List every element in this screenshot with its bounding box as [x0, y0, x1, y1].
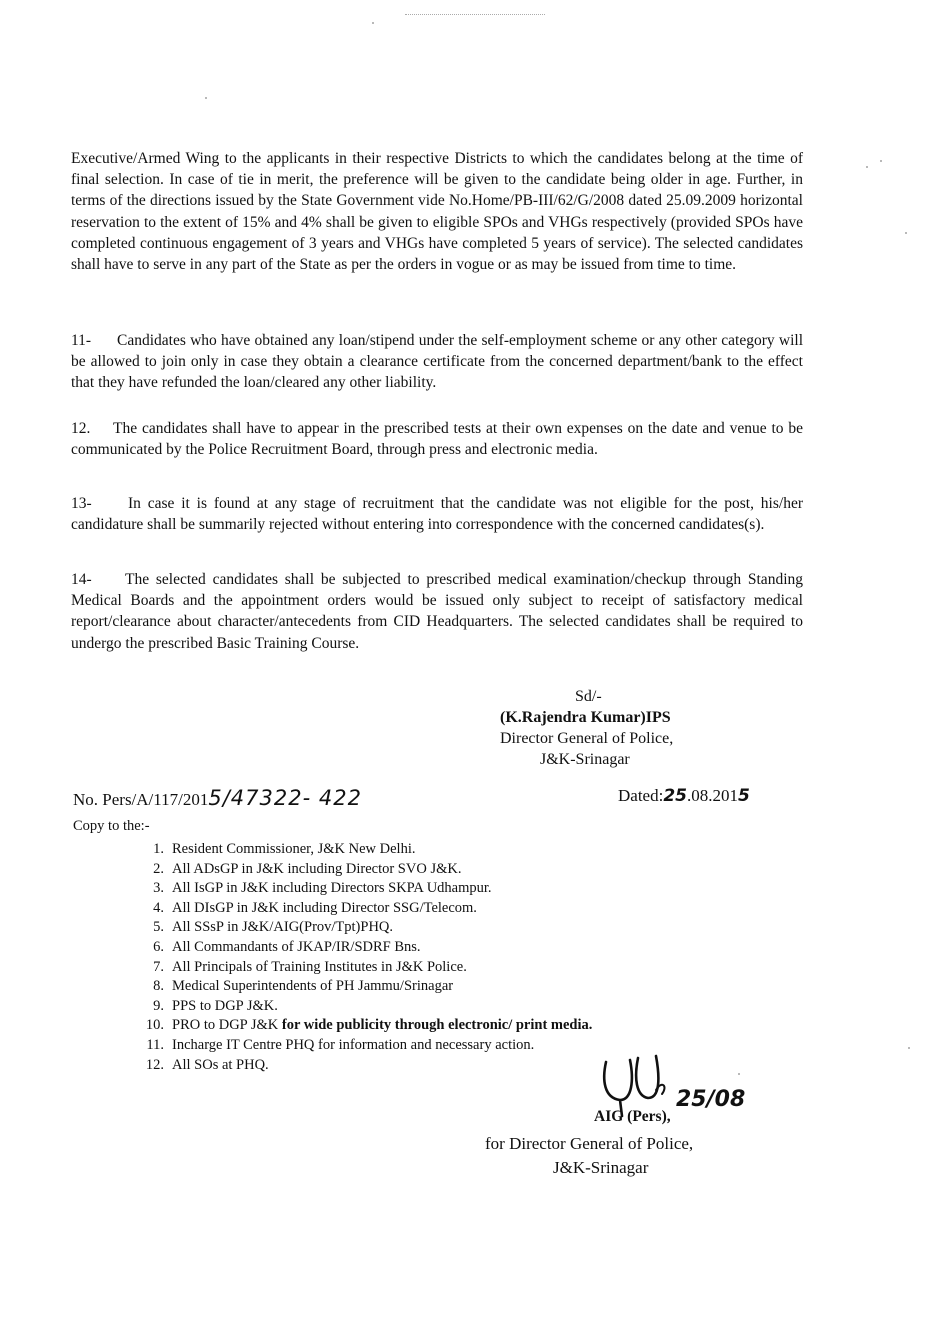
paragraph-text: The candidates shall have to appear in the prescribed tests at their own expenses on the date and venue to be communicated by the Police Recruitment Board, through press and electronic media. [71, 420, 803, 459]
copy-to-item [118, 1036, 592, 1056]
copy-to-item [118, 997, 592, 1017]
date-handwritten-year: 5 [738, 786, 750, 806]
copy-to-item-text: All Commandants of JKAP/IR/SDRF Bns. [172, 938, 421, 955]
copy-to-item [118, 899, 592, 919]
copy-to-item-number: 1. [153, 841, 164, 857]
reference-line [73, 780, 793, 812]
copy-to-item-number: 10. [145, 1017, 164, 1034]
paragraph-12 [71, 418, 803, 460]
paragraph-number: 12. [71, 420, 91, 437]
copy-to-item-text: All IsGP in J&K including Directors SKPA Udhampur. [172, 880, 492, 897]
copy-to-item [118, 918, 592, 938]
scan-speck [908, 1047, 910, 1049]
copy-to-item-text: Medical Superintendents of PH Jammu/Srinagar [172, 978, 454, 995]
paragraph-13 [71, 493, 803, 535]
copy-to-item [118, 879, 592, 899]
copy-to-item-number: 7. [153, 958, 164, 975]
reference-number [73, 786, 362, 810]
paragraph-text: Candidates who have obtained any loan/stipend under the self-employment scheme or any other category will be allowed to join only in case they obtain a clearance certificate from the concerned department/bank to the effect that they have refunded the loan/cleared any other liability. [71, 332, 803, 392]
copy-to-item-number: 11. [146, 1036, 164, 1053]
scan-speck [372, 22, 374, 24]
scan-speck [880, 160, 882, 162]
copy-to-item [118, 1056, 592, 1076]
signatory-name: (K.Rajendra Kumar)IPS [500, 709, 671, 726]
paragraph-text: In case it is found at any stage of recruitment that the candidate was not eligible for the post, his/her candidature shall be summarily rejected without entering into correspondence with the concerned candidates(s). [71, 495, 803, 534]
copy-to-item-text: Incharge IT Centre PHQ for information and necessary action. [172, 1036, 535, 1053]
copy-to-item-number: 6. [153, 938, 164, 955]
copy-to-item [118, 1016, 592, 1036]
paragraph-11 [71, 330, 803, 394]
paragraph-continuation [71, 148, 803, 275]
dgp-signature-block [500, 686, 673, 770]
scan-speck [905, 232, 907, 234]
copy-to-item-text: All DIsGP in J&K including Director SSG/Telecom. [172, 899, 477, 916]
copy-to-heading: Copy to the:- [73, 818, 150, 834]
copy-to-item-number: 8. [153, 978, 164, 995]
copy-to-item [118, 958, 592, 978]
scan-speck [866, 166, 868, 168]
date-prefix: Dated: [618, 786, 664, 805]
copy-to-list [118, 840, 592, 1075]
reference-number-prefix: No. Pers/A/117/201 [73, 790, 209, 809]
date-handwritten-day: 25 [663, 786, 687, 806]
scan-artifact [405, 14, 545, 17]
forwarding-location: J&K-Srinagar [553, 1158, 649, 1177]
paragraph-number: 13- [71, 495, 92, 512]
copy-to-item-text: All SOs at PHQ. [172, 1056, 269, 1073]
copy-to-item-number: 12. [145, 1056, 164, 1073]
paragraph-14 [71, 569, 803, 654]
copy-to-item-text: PRO to DGP J&K [172, 1017, 282, 1034]
copy-to-item [118, 860, 592, 880]
copy-to-item-number: 5. [153, 919, 164, 936]
signatory-designation: Director General of Police, [500, 730, 674, 747]
date-middle: .08.201 [687, 786, 738, 805]
copy-to-item-emphasis: for wide publicity through electronic/ print media. [281, 1017, 593, 1034]
reference-date [618, 786, 750, 806]
reference-number-handwritten: 5/47322- 422 [208, 786, 362, 810]
forwarding-designation: for Director General of Police, [485, 1134, 694, 1153]
copy-to-item-number: 2. [153, 860, 164, 877]
copy-to-item-text: PPS to DGP J&K. [172, 997, 278, 1014]
paragraph-number: 14- [71, 571, 92, 588]
paragraph-text: Executive/Armed Wing to the applicants in their respective Districts to which the candidates belong at the time of final selection. In case of tie in merit, the preference will be given to the candidate being older in age. Further, in terms of the directions issued by the State Government vide No.Home/PB-III/62/G/2008 dated 25.09.2009 horizontal reservation to the extent of 15% and 4% shall be given to eligible SPOs and VHGs respectively (provided SPOs have completed continuous engagement of 3 years and VHGs have completed 5 years of service). The selected candidates shall have to serve in any part of the State as per the orders in vogue or as may be issued from time to time. [71, 150, 803, 274]
sd-mark: Sd/- [575, 688, 602, 705]
copy-to-item [118, 977, 592, 997]
copy-to-item-text: All SSsP in J&K/AIG(Prov/Tpt)PHQ. [172, 919, 394, 936]
copy-to-item-number: 3. [153, 880, 164, 897]
paragraph-text: The selected candidates shall be subjected to prescribed medical examination/checkup through Standing Medical Boards and the appointment orders would be issued only subject to receipt of satisfactory medical report/clearance about character/antecedents from CID Headquarters. The selected candidates shall be required to undergo the prescribed Basic Training Course. [71, 571, 803, 652]
forwarding-signature-block [485, 1132, 693, 1180]
copy-to-item-number: 9. [153, 997, 164, 1014]
copy-to-item [118, 840, 592, 860]
copy-to-item-number: 4. [153, 899, 164, 916]
signatory-location: J&K-Srinagar [540, 751, 630, 768]
copy-to-item-text: All ADsGP in J&K including Director SVO J&K. [172, 860, 462, 877]
copy-to-item-text: All Principals of Training Institutes in J&K Police. [172, 958, 467, 975]
copy-to-item [118, 938, 592, 958]
copy-to-item-text: Resident Commissioner, J&K New Delhi. [172, 841, 416, 857]
aig-title: AIG (Pers), [594, 1108, 671, 1125]
signature-date: 25/08 [676, 1087, 746, 1112]
scan-speck [205, 97, 207, 99]
paragraph-number: 11- [71, 332, 92, 349]
